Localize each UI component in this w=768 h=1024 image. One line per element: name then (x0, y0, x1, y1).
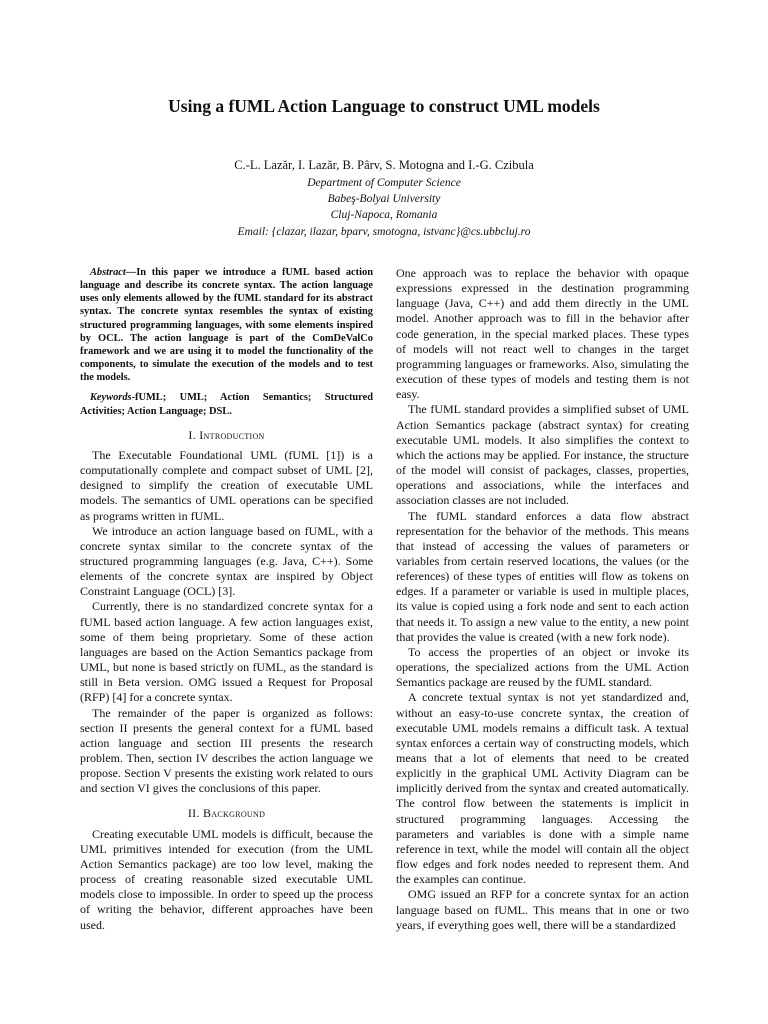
section-heading-background (80, 806, 373, 821)
paragraph: The remainder of the paper is organized as follows: section II presents the general context for a fUML based action language and section III presents the research problem. Then, section IV describes the action language we propose. Section V presents the existing work related to ours and section VI gives the conclusions of this paper. (80, 705, 373, 796)
affiliation-block (0, 175, 768, 240)
paragraph: One approach was to replace the behavior with opaque expressions expressed in the destination programming language (Java, C++) and add them directly in the UML model. Another approach was to fill in the behavior after code generation, in the special marked places. These types of models will not react well to changes in the target programming languages or frameworks. Also, simulating the execution of these types of models and testing them is not easy. (396, 266, 689, 402)
paragraph: The fUML standard provides a simplified subset of UML Action Semantics package (abstract syntax) for creating executable UML models. It also simplifies the context to which the actions may be applied. For instance, the structure of the model will consist of packages, classes, properties, operations and associations, while the interfaces and association classes are not included. (396, 402, 689, 508)
paper-title: Using a fUML Action Language to construct UML models (168, 96, 600, 116)
paragraph: The Executable Foundational UML (fUML [1]) is a computationally complete and compact subset of UML [2], designed to simplify the creation of executable UML models. The semantics of UML operations can be specified as programs written in fUML. (80, 447, 373, 523)
email: Email: {clazar, ilazar, bparv, smotogna, istvanc}@cs.ubbcluj.ro (237, 225, 531, 238)
paragraph: A concrete textual syntax is not yet standardized and, without an easy-to-use concrete syntax, the creation of executable UML models remains a difficult task. A textual syntax enforces a certain way of constructing models, which means that a lot of elements that need to be created explicitly in the graphical UML Activity Diagram can be implicitly derived from the syntax and created automatically. The control flow between the statements is implicit in structured programming languages. Accessing the parameters and variables is done with a simple name reference in text, while the model will contain all the object flow edges and fork nodes needed to represent them. And the examples can continue. (396, 690, 689, 887)
department: Department of Computer Science (307, 177, 461, 189)
section-title: Background (203, 806, 266, 821)
abstract-label: Abstract (90, 267, 126, 278)
section-number: II. (187, 806, 204, 821)
section-heading-introduction (80, 428, 373, 443)
keywords (80, 391, 373, 417)
keywords-label: Keywords (90, 392, 132, 404)
city: Cluj-Napoca, Romania (330, 209, 438, 222)
abstract (80, 266, 373, 384)
keywords-text: -fUML; UML; Action Semantics; Structured Activities; Action Language; DSL. (80, 392, 373, 417)
right-column (396, 266, 689, 933)
section-title: Introduction (199, 427, 265, 442)
section-number: I. (188, 427, 200, 442)
paragraph: Currently, there is no standardized concrete syntax for a fUML based action language. A few action languages exist, some of them being proprietary. Some of these action languages are based on the Action Semantics package from UML, but none is based strictly on fUML, as the standard is still in Beta version. OMG issued a Request for Proposal (RFP) [4] for a concrete syntax. (80, 599, 373, 705)
author-list: C.-L. Lazăr, I. Lazăr, B. Pârv, S. Motogna and I.-G. Czibula (234, 158, 534, 172)
abstract-text: —In this paper we introduce a fUML based action language and describe its concrete syntax. The action language uses only elements allowed by the fUML standard for its abstract syntax. The concrete syntax resembles the syntax of existing structured programming languages, with some elements inspired by OCL. The action language is part of the ComDeValCo framework and we are using it to model the functionality of the components, to simulate the execution of the models and to test the models. (80, 267, 373, 384)
left-column (80, 266, 373, 933)
paragraph: We introduce an action language based on fUML, with a concrete syntax similar to the concrete syntax of the structured programming languages (e.g. Java, C++). Some elements of the concrete syntax are inspired by Object Constraint Language (OCL) [3]. (80, 523, 373, 599)
paragraph: Creating executable UML models is difficult, because the UML primitives intended for execution (from the UML Action Semantics package) are too low level, making the process of creating reasonable sized executable UML models close to impossible. In order to speed up the process of writing the behavior, different approaches have been used. (80, 826, 373, 932)
university: Babeş-Bolyai University (327, 193, 441, 206)
paragraph: The fUML standard enforces a data flow abstract representation for the behavior of the methods. This means that instead of accessing the values of parameters or variables from certain reserved locations, the values (or the references) of these types of entities will flow as tokens on edges. If a parameter or variable is used in multiple places, its value is copied using a fork node and sent to each action that needs it. To assign a new value to the entity, a new point that provides the value is created (with a new fork node). (396, 508, 689, 644)
paragraph: OMG issued an RFP for a concrete syntax for an action language based on fUML. This means that in one or two years, if everything goes well, there will be a standardized (396, 887, 689, 932)
paragraph: To access the properties of an object or invoke its operations, the specialized actions from the UML Action Semantics package are reused by the fUML standard. (396, 644, 689, 690)
